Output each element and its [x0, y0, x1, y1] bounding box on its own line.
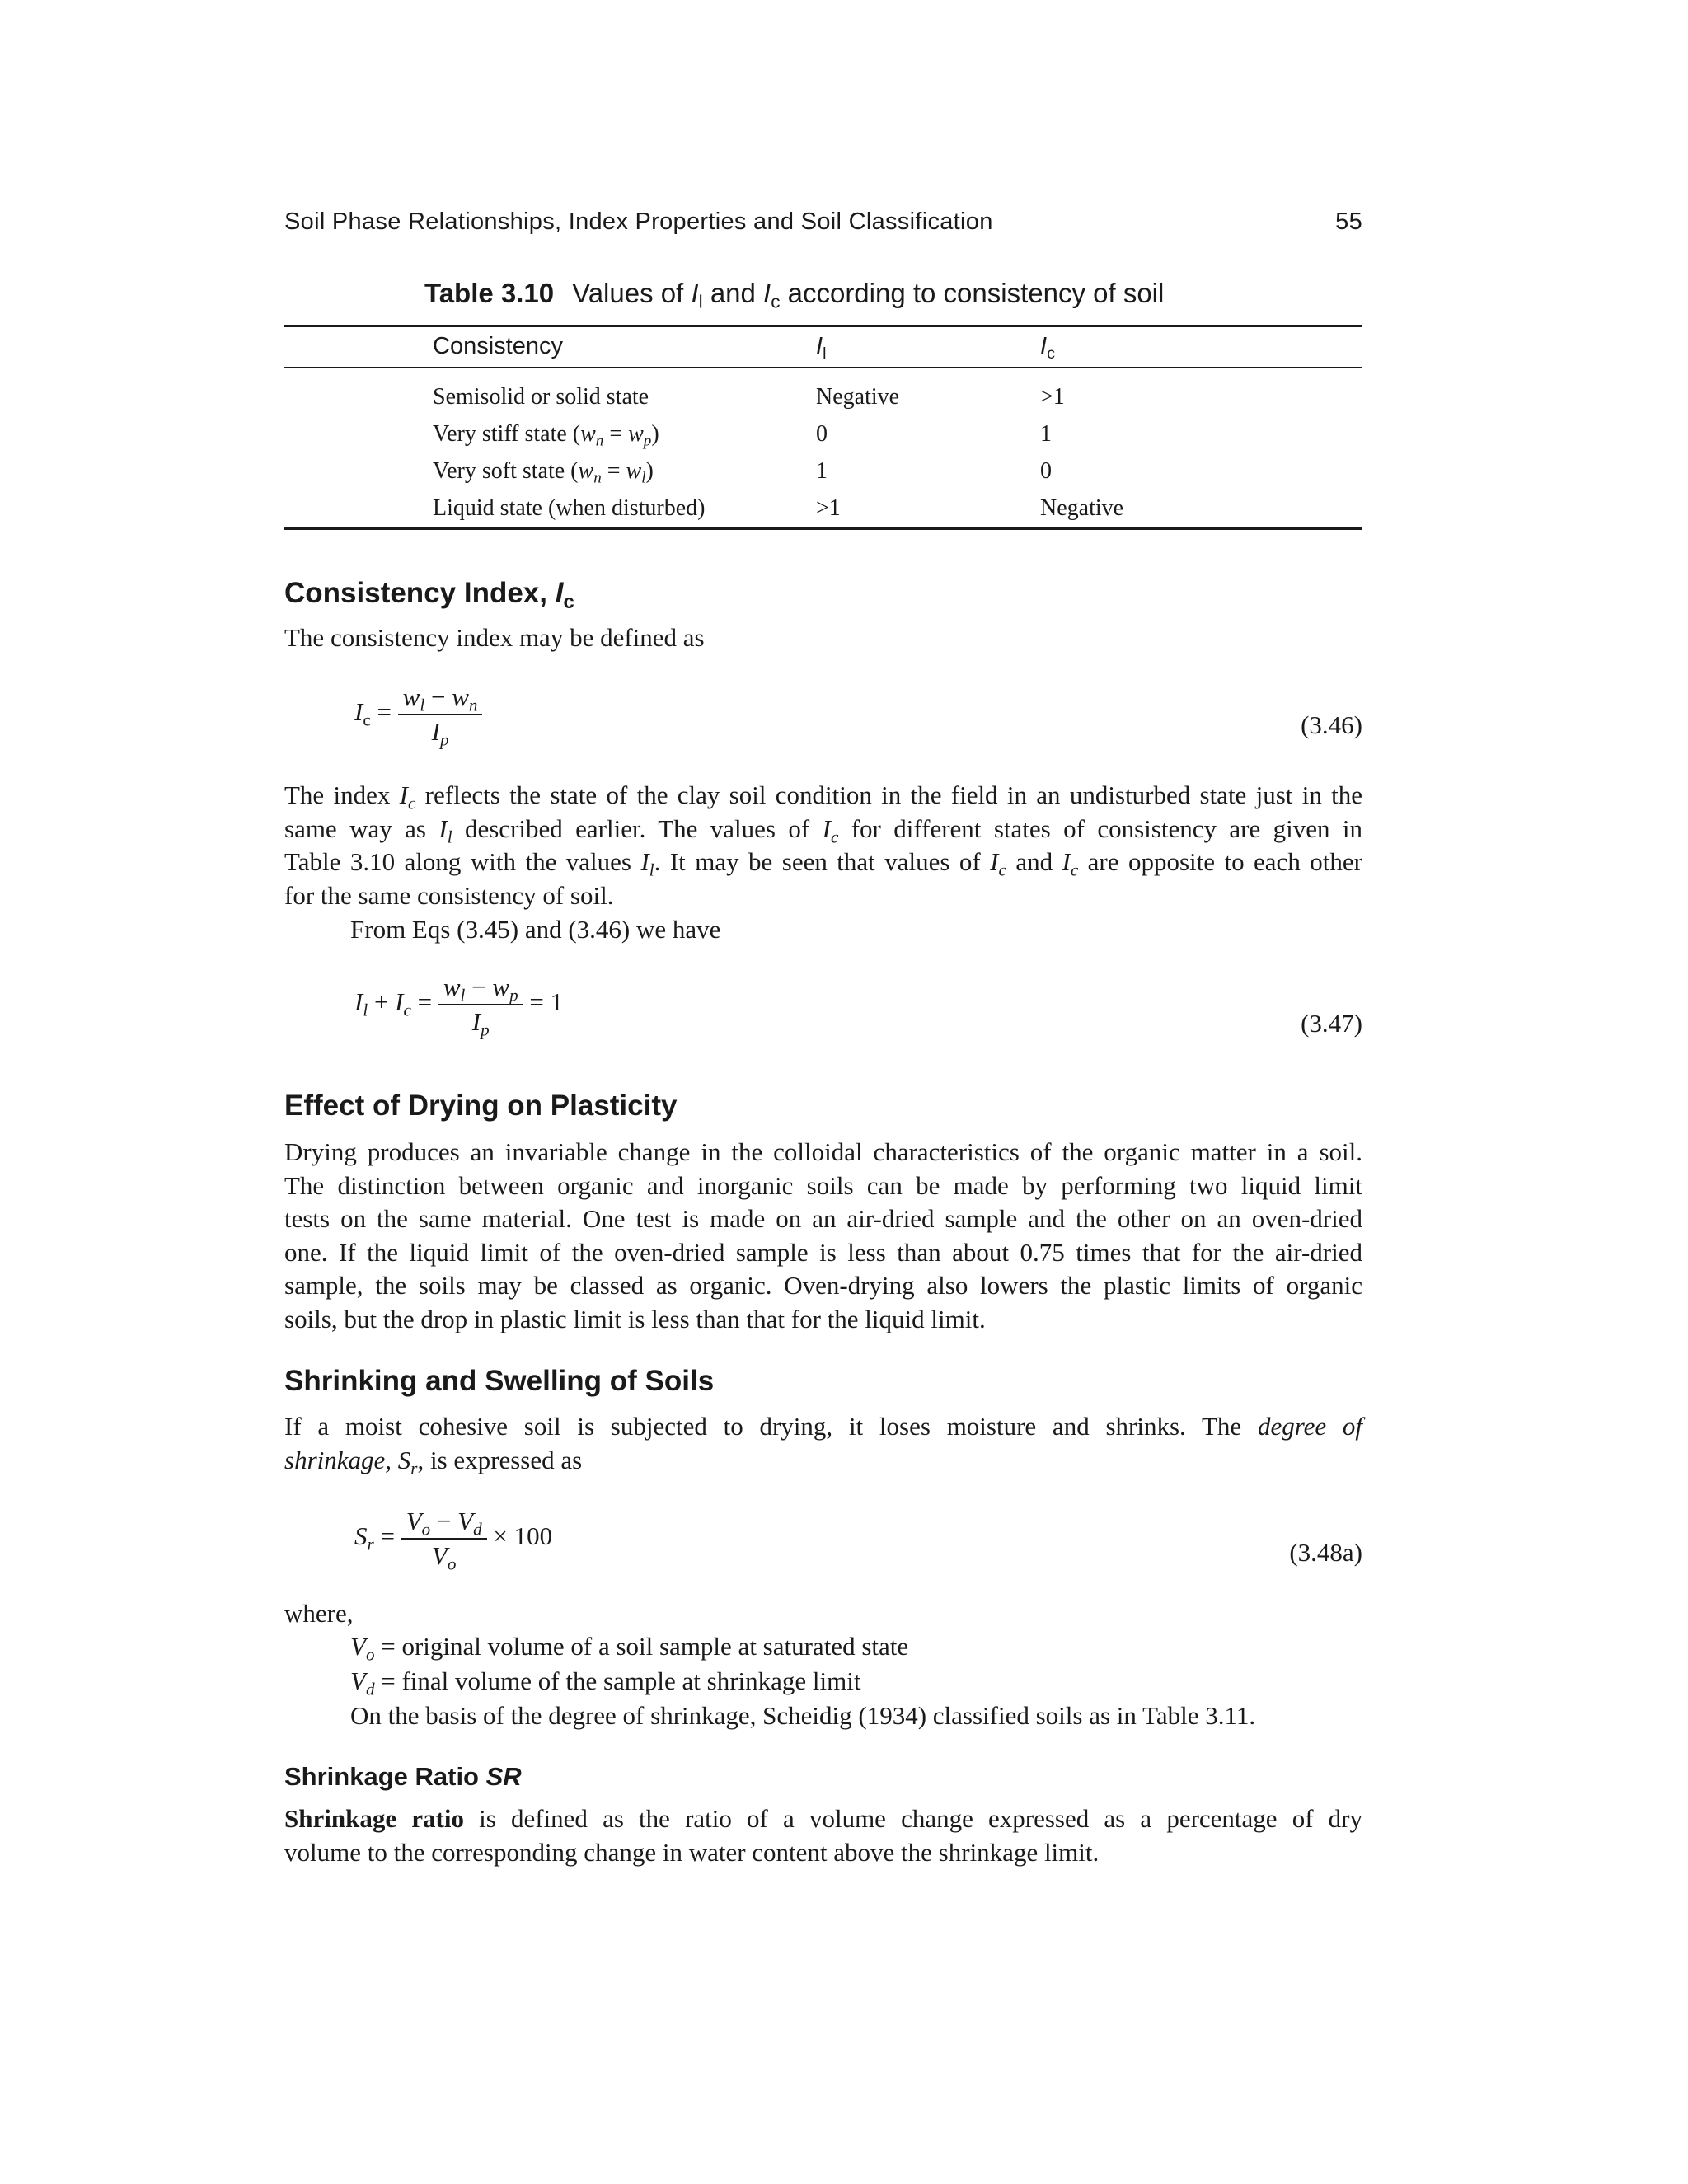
table-label: Table 3.10 [424, 278, 555, 308]
table-cell-ic: >1 [1040, 384, 1065, 410]
table-cell-state: Semisolid or solid state [433, 384, 649, 410]
caption-symbol: I [691, 278, 699, 308]
table-cell-il: Negative [816, 384, 900, 410]
equation-number: (3.47) [1301, 1009, 1362, 1038]
shrinking-paragraph [284, 1410, 1362, 1477]
table-header-il: $I_l$ [816, 333, 827, 363]
paragraph-line: shrinkage, $S_r$, is expressed as [284, 1445, 583, 1478]
heading-shrinking-swelling: Shrinking and Swelling of Soils [284, 1365, 715, 1397]
consistency-paragraph [284, 779, 1362, 912]
table-header-ic: $I_c$ [1040, 333, 1055, 363]
paragraph-line: soils, but the drop in plastic limit is less than that for the liquid limit. [284, 1304, 986, 1333]
paragraph-line: volume to the corresponding change in water content above the shrinkage limit. [284, 1837, 1100, 1867]
paragraph-line: tests on the same material. One test is made on an air-dried sample and the other on an oven-dried [284, 1204, 1362, 1234]
table-top-rule [284, 325, 1362, 327]
heading-shrinkage-ratio: Shrinkage Ratio SR [284, 1762, 522, 1791]
table-header-consistency: Consistency [433, 333, 563, 359]
paragraph-line: Table 3.10 along with the values $I_l$. It may be seen that values of $I_c$ and $I_c$ are opposite to each other [284, 847, 1362, 880]
caption-text: and [710, 278, 756, 308]
equation-number: (3.46) [1301, 710, 1362, 739]
caption-sub: l [698, 291, 703, 312]
running-head [284, 209, 1362, 236]
equation-3-48a: $S_r$ = $\frac{V_o - V_d}{V_o}$ × 100 [354, 1507, 553, 1574]
equation-3-47: $I_l + I_c$ = $\frac{w_l - w_p}{I_p}$ = 1 [354, 972, 564, 1040]
paragraph-line: sample, the soils may be classed as organic. Oven-drying also lowers the plastic limits of organic [284, 1271, 1362, 1301]
consistency-intro: The consistency index may be defined as [284, 623, 705, 652]
running-head-title: Soil Phase Relationships, Index Properties and Soil Classification [284, 209, 993, 235]
from-eqs-line: From Eqs (3.45) and (3.46) we have [350, 915, 721, 944]
caption-symbol: I [763, 278, 771, 308]
table-cell-state: Very stiff state $(w_n = w_p)$ [433, 421, 659, 450]
table-cell-state: Liquid state (when disturbed) [433, 495, 706, 521]
table-caption [424, 278, 1165, 312]
caption-text: Values of [572, 278, 684, 308]
table-cell-ic: 0 [1040, 458, 1052, 484]
table-cell-il: 0 [816, 421, 828, 447]
table-cell-il: 1 [816, 458, 828, 484]
heading-effect-of-drying: Effect of Drying on Plasticity [284, 1090, 678, 1122]
paragraph-line: for the same consistency of soil. [284, 880, 614, 910]
table-cell-ic: Negative [1040, 495, 1124, 521]
table-cell-il: >1 [816, 495, 841, 521]
table-header-rule [284, 367, 1362, 368]
page-number: 55 [1335, 209, 1362, 235]
table-cell-state: Very soft state $(w_n = w_l)$ [433, 458, 654, 487]
paragraph-line: one. If the liquid limit of the oven-dried sample is less than about 0.75 times that for the air-dried [284, 1237, 1362, 1267]
where-label: where, [284, 1599, 354, 1628]
paragraph-line: Shrinkage ratio is defined as the ratio of a volume change expressed as a percentage of dry [284, 1804, 1363, 1833]
paragraph-line: The distinction between organic and inorganic soils can be made by performing two liquid limit [284, 1170, 1362, 1200]
table-bottom-rule [284, 527, 1362, 530]
paragraph-line: Drying produces an invariable change in the colloidal characteristics of the organic matter in a soil. [284, 1137, 1362, 1166]
drying-paragraph [284, 1136, 1362, 1337]
caption-text: according to consistency of soil [787, 278, 1165, 308]
scheidig-line: On the basis of the degree of shrinkage, Scheidig (1934) classified soils as in Table 3.11. [350, 1701, 1256, 1730]
definition-vo: $V_o$ = original volume of a soil sample at saturated state [350, 1632, 909, 1665]
equation-3-46: $I_c$ = $\frac{w_l - w_n}{I_p}$ [354, 682, 482, 747]
paragraph-line: The index $I_c$ reflects the state of the clay soil condition in the field in an undisturbed state just in the [284, 780, 1362, 813]
paragraph-line: same way as $I_l$ described earlier. The values of $I_c$ for different states of consistency are given in [284, 813, 1362, 846]
equation-number: (3.48a) [1289, 1538, 1362, 1567]
table-cell-ic: 1 [1040, 421, 1052, 447]
heading-consistency-index: Consistency Index, $I_c$ [284, 577, 574, 614]
shrinkage-ratio-paragraph [284, 1802, 1362, 1869]
caption-sub: c [771, 291, 781, 312]
definition-vd: $V_d$ = final volume of the sample at shrinkage limit [350, 1666, 861, 1699]
paragraph-line: If a moist cohesive soil is subjected to drying, it loses moisture and shrinks. The degree of [284, 1412, 1363, 1441]
